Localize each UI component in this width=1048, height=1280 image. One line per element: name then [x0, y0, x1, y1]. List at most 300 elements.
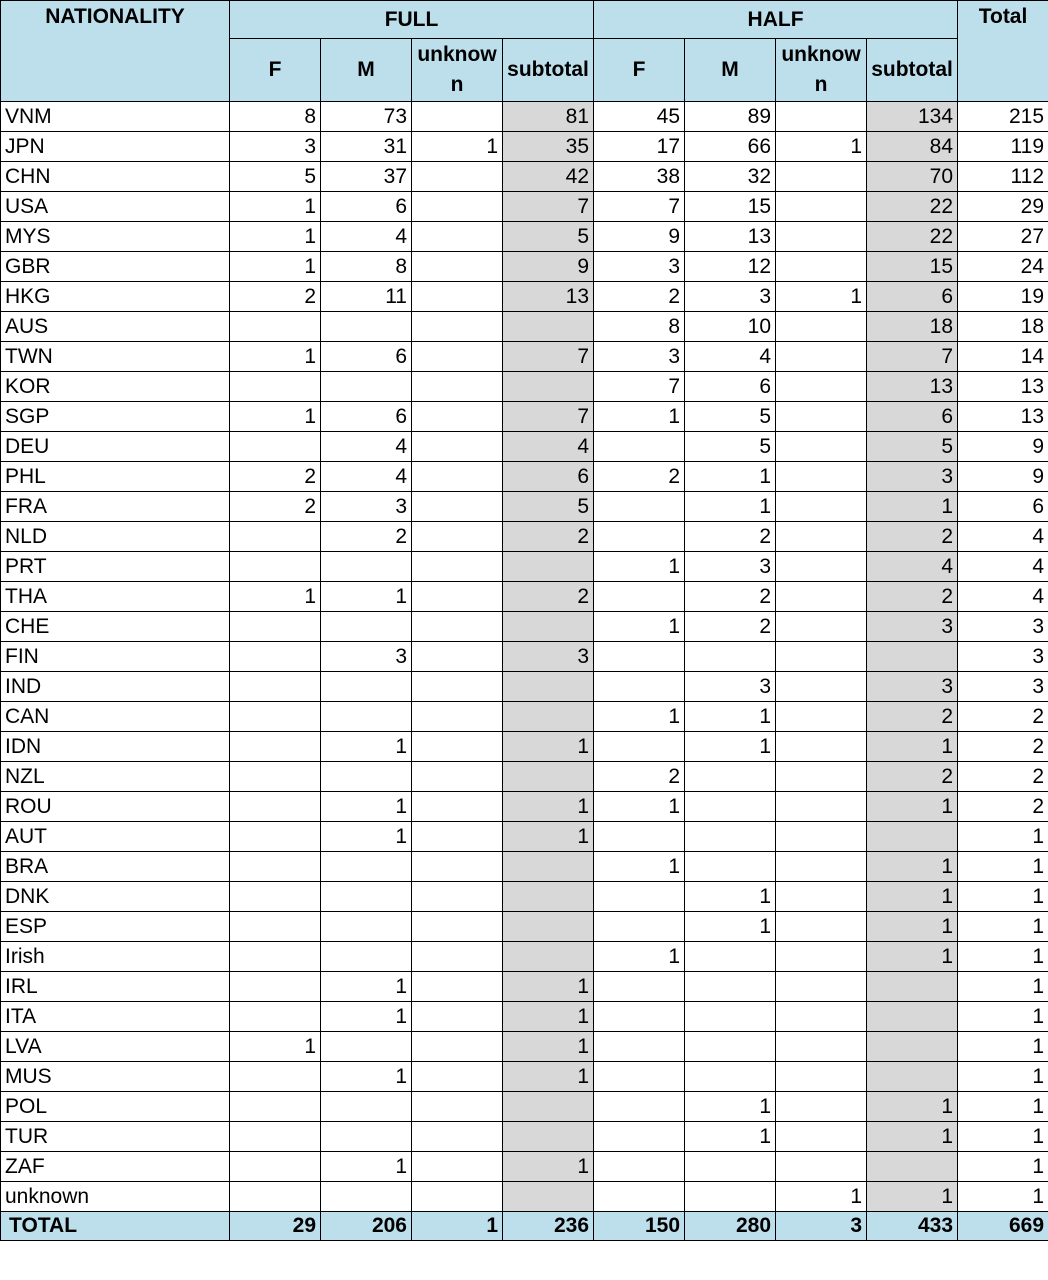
cell-full-subtotal — [503, 552, 594, 582]
cell-half-f: 1 — [594, 702, 685, 732]
cell-half-subtotal: 1 — [867, 732, 958, 762]
table-row — [1, 102, 1048, 132]
total-full-subtotal: 236 — [503, 1212, 594, 1241]
cell-half-subtotal: 2 — [867, 582, 958, 612]
cell-half-f — [594, 732, 685, 762]
cell-half-unknown — [776, 762, 867, 792]
cell-full-unknown — [412, 612, 503, 642]
cell-full-unknown — [412, 642, 503, 672]
table-row — [1, 972, 1048, 1002]
cell-full-f — [230, 972, 321, 1002]
cell-half-f — [594, 972, 685, 1002]
cell-total: 112 — [958, 162, 1048, 192]
cell-half-f: 1 — [594, 942, 685, 972]
cell-total: 18 — [958, 312, 1048, 342]
cell-full-unknown — [412, 342, 503, 372]
cell-nationality: DEU — [1, 432, 230, 462]
header-full-f: F — [230, 39, 321, 102]
cell-half-m: 3 — [685, 672, 776, 702]
cell-half-f — [594, 1002, 685, 1032]
table-row — [1, 282, 1048, 312]
cell-full-m — [321, 672, 412, 702]
cell-full-subtotal: 7 — [503, 192, 594, 222]
cell-half-m: 1 — [685, 1092, 776, 1122]
cell-full-unknown — [412, 432, 503, 462]
cell-full-m: 4 — [321, 222, 412, 252]
cell-half-f — [594, 582, 685, 612]
cell-nationality: ROU — [1, 792, 230, 822]
table-row — [1, 372, 1048, 402]
cell-half-f — [594, 672, 685, 702]
cell-nationality: IRL — [1, 972, 230, 1002]
cell-total: 119 — [958, 132, 1048, 162]
cell-half-m: 1 — [685, 702, 776, 732]
cell-full-unknown — [412, 942, 503, 972]
cell-half-m: 2 — [685, 522, 776, 552]
cell-half-unknown — [776, 192, 867, 222]
total-row — [1, 1212, 1048, 1241]
cell-half-unknown — [776, 462, 867, 492]
cell-full-subtotal — [503, 852, 594, 882]
cell-half-m — [685, 792, 776, 822]
table-row — [1, 1182, 1048, 1212]
cell-half-m: 13 — [685, 222, 776, 252]
table-row — [1, 912, 1048, 942]
header-full: FULL — [230, 1, 594, 39]
cell-full-f — [230, 732, 321, 762]
cell-full-subtotal — [503, 702, 594, 732]
cell-nationality: CAN — [1, 702, 230, 732]
cell-half-f — [594, 1062, 685, 1092]
cell-full-unknown — [412, 162, 503, 192]
cell-full-subtotal: 1 — [503, 792, 594, 822]
cell-half-unknown — [776, 312, 867, 342]
cell-half-unknown — [776, 792, 867, 822]
cell-full-subtotal: 42 — [503, 162, 594, 192]
cell-full-m: 8 — [321, 252, 412, 282]
cell-half-unknown — [776, 582, 867, 612]
cell-nationality: PHL — [1, 462, 230, 492]
cell-half-m: 2 — [685, 612, 776, 642]
cell-nationality: DNK — [1, 882, 230, 912]
cell-nationality: MUS — [1, 1062, 230, 1092]
cell-half-subtotal — [867, 822, 958, 852]
cell-full-subtotal: 7 — [503, 342, 594, 372]
header-half-m: M — [685, 39, 776, 102]
cell-full-f: 1 — [230, 222, 321, 252]
cell-total: 215 — [958, 102, 1048, 132]
total-label: TOTAL — [1, 1212, 230, 1241]
cell-half-f — [594, 912, 685, 942]
cell-full-subtotal: 7 — [503, 402, 594, 432]
cell-half-unknown — [776, 612, 867, 642]
cell-half-unknown: 1 — [776, 132, 867, 162]
cell-full-unknown — [412, 702, 503, 732]
table-row — [1, 522, 1048, 552]
table-row — [1, 552, 1048, 582]
cell-half-unknown — [776, 1002, 867, 1032]
total-full-m: 206 — [321, 1212, 412, 1241]
cell-full-m — [321, 312, 412, 342]
cell-nationality: POL — [1, 1092, 230, 1122]
cell-full-unknown — [412, 762, 503, 792]
cell-total: 2 — [958, 792, 1048, 822]
cell-half-subtotal: 1 — [867, 1182, 958, 1212]
cell-half-f: 38 — [594, 162, 685, 192]
cell-nationality: AUS — [1, 312, 230, 342]
cell-nationality: CHE — [1, 612, 230, 642]
total-half-unknown: 3 — [776, 1212, 867, 1241]
cell-total: 1 — [958, 1122, 1048, 1152]
cell-half-f: 2 — [594, 762, 685, 792]
cell-half-m: 1 — [685, 912, 776, 942]
cell-full-unknown — [412, 822, 503, 852]
cell-nationality: BRA — [1, 852, 230, 882]
cell-half-subtotal: 134 — [867, 102, 958, 132]
cell-half-subtotal: 7 — [867, 342, 958, 372]
cell-half-subtotal: 6 — [867, 282, 958, 312]
table-row — [1, 252, 1048, 282]
cell-full-m: 6 — [321, 342, 412, 372]
cell-half-unknown — [776, 942, 867, 972]
cell-full-f: 1 — [230, 402, 321, 432]
cell-half-f: 1 — [594, 402, 685, 432]
cell-half-unknown — [776, 1032, 867, 1062]
cell-nationality: IND — [1, 672, 230, 702]
cell-full-unknown — [412, 582, 503, 612]
cell-half-unknown — [776, 552, 867, 582]
total-half-f: 150 — [594, 1212, 685, 1241]
cell-full-subtotal: 81 — [503, 102, 594, 132]
cell-total: 29 — [958, 192, 1048, 222]
table-row — [1, 942, 1048, 972]
table-row — [1, 462, 1048, 492]
cell-nationality: IDN — [1, 732, 230, 762]
cell-nationality: JPN — [1, 132, 230, 162]
cell-half-subtotal: 1 — [867, 492, 958, 522]
cell-full-subtotal — [503, 762, 594, 792]
cell-full-m — [321, 762, 412, 792]
cell-full-unknown — [412, 1092, 503, 1122]
cell-total: 2 — [958, 762, 1048, 792]
cell-half-unknown — [776, 162, 867, 192]
cell-half-m: 1 — [685, 1122, 776, 1152]
cell-half-m: 5 — [685, 432, 776, 462]
cell-nationality: LVA — [1, 1032, 230, 1062]
cell-full-subtotal — [503, 912, 594, 942]
cell-full-m — [321, 942, 412, 972]
cell-total: 1 — [958, 972, 1048, 1002]
table-row — [1, 792, 1048, 822]
cell-half-subtotal: 2 — [867, 702, 958, 732]
cell-half-subtotal: 1 — [867, 942, 958, 972]
cell-full-subtotal: 13 — [503, 282, 594, 312]
cell-full-m: 1 — [321, 792, 412, 822]
cell-half-m: 15 — [685, 192, 776, 222]
total-grand: 669 — [958, 1212, 1048, 1241]
table-row — [1, 1122, 1048, 1152]
cell-half-unknown — [776, 402, 867, 432]
cell-half-unknown — [776, 1152, 867, 1182]
cell-total: 13 — [958, 402, 1048, 432]
cell-full-f — [230, 1182, 321, 1212]
cell-total: 4 — [958, 522, 1048, 552]
cell-nationality: KOR — [1, 372, 230, 402]
table-row — [1, 822, 1048, 852]
table-row — [1, 222, 1048, 252]
cell-half-f — [594, 1182, 685, 1212]
table-row — [1, 1062, 1048, 1092]
cell-half-m — [685, 642, 776, 672]
cell-full-f — [230, 1002, 321, 1032]
cell-half-unknown — [776, 342, 867, 372]
cell-half-unknown — [776, 732, 867, 762]
cell-half-f — [594, 1122, 685, 1152]
cell-half-subtotal: 5 — [867, 432, 958, 462]
table-row — [1, 1002, 1048, 1032]
cell-full-unknown — [412, 282, 503, 312]
table-row — [1, 702, 1048, 732]
cell-full-m: 3 — [321, 642, 412, 672]
cell-full-f — [230, 1122, 321, 1152]
cell-full-unknown — [412, 192, 503, 222]
cell-half-m: 2 — [685, 582, 776, 612]
table-row — [1, 672, 1048, 702]
header-half-f: F — [594, 39, 685, 102]
cell-half-f: 1 — [594, 612, 685, 642]
cell-full-m: 1 — [321, 582, 412, 612]
cell-full-m — [321, 1092, 412, 1122]
cell-half-unknown — [776, 522, 867, 552]
cell-full-m: 1 — [321, 822, 412, 852]
cell-full-subtotal: 3 — [503, 642, 594, 672]
cell-full-subtotal: 5 — [503, 222, 594, 252]
cell-full-subtotal — [503, 942, 594, 972]
cell-full-f: 2 — [230, 282, 321, 312]
cell-full-unknown — [412, 792, 503, 822]
cell-total: 4 — [958, 552, 1048, 582]
cell-half-unknown — [776, 1092, 867, 1122]
cell-half-f: 2 — [594, 462, 685, 492]
cell-half-f: 2 — [594, 282, 685, 312]
cell-full-m — [321, 552, 412, 582]
cell-full-subtotal — [503, 612, 594, 642]
header-full-unknown: unknown — [412, 39, 503, 102]
cell-full-unknown — [412, 372, 503, 402]
table-row — [1, 492, 1048, 522]
cell-total: 2 — [958, 732, 1048, 762]
cell-half-f: 3 — [594, 252, 685, 282]
cell-total: 13 — [958, 372, 1048, 402]
cell-full-f: 1 — [230, 1032, 321, 1062]
cell-nationality: FRA — [1, 492, 230, 522]
cell-half-f: 7 — [594, 372, 685, 402]
cell-half-m — [685, 852, 776, 882]
cell-full-m: 1 — [321, 972, 412, 1002]
cell-half-f: 1 — [594, 852, 685, 882]
cell-total: 1 — [958, 882, 1048, 912]
header-half-subtotal: subtotal — [867, 39, 958, 102]
cell-total: 9 — [958, 432, 1048, 462]
cell-full-m — [321, 912, 412, 942]
cell-full-unknown — [412, 222, 503, 252]
cell-full-subtotal — [503, 1182, 594, 1212]
table-row — [1, 1152, 1048, 1182]
cell-nationality: HKG — [1, 282, 230, 312]
header-full-m: M — [321, 39, 412, 102]
cell-nationality: TUR — [1, 1122, 230, 1152]
cell-full-unknown — [412, 312, 503, 342]
cell-nationality: ITA — [1, 1002, 230, 1032]
cell-full-m — [321, 882, 412, 912]
cell-full-subtotal: 1 — [503, 732, 594, 762]
cell-half-subtotal — [867, 972, 958, 1002]
cell-full-subtotal: 9 — [503, 252, 594, 282]
cell-half-unknown — [776, 852, 867, 882]
cell-half-unknown — [776, 912, 867, 942]
cell-half-subtotal: 22 — [867, 192, 958, 222]
cell-half-m: 5 — [685, 402, 776, 432]
cell-nationality: MYS — [1, 222, 230, 252]
cell-full-m — [321, 852, 412, 882]
cell-half-m: 4 — [685, 342, 776, 372]
cell-full-unknown — [412, 552, 503, 582]
cell-half-unknown — [776, 882, 867, 912]
table-row — [1, 732, 1048, 762]
cell-full-m: 4 — [321, 462, 412, 492]
cell-full-unknown — [412, 972, 503, 1002]
cell-nationality: ZAF — [1, 1152, 230, 1182]
header-total: Total — [958, 1, 1048, 102]
cell-full-m: 31 — [321, 132, 412, 162]
cell-half-f — [594, 492, 685, 522]
cell-half-m — [685, 1182, 776, 1212]
cell-total: 1 — [958, 912, 1048, 942]
cell-nationality: Irish — [1, 942, 230, 972]
cell-half-f: 8 — [594, 312, 685, 342]
table-row — [1, 192, 1048, 222]
cell-half-unknown — [776, 492, 867, 522]
cell-full-f: 1 — [230, 582, 321, 612]
cell-half-subtotal: 1 — [867, 912, 958, 942]
cell-full-f — [230, 642, 321, 672]
cell-half-subtotal: 2 — [867, 522, 958, 552]
cell-full-subtotal — [503, 1122, 594, 1152]
cell-half-m — [685, 1002, 776, 1032]
cell-full-f: 5 — [230, 162, 321, 192]
cell-half-f — [594, 522, 685, 552]
cell-full-f — [230, 822, 321, 852]
cell-half-m — [685, 1152, 776, 1182]
cell-total: 1 — [958, 822, 1048, 852]
cell-nationality: THA — [1, 582, 230, 612]
cell-nationality: SGP — [1, 402, 230, 432]
cell-half-subtotal: 1 — [867, 792, 958, 822]
cell-full-subtotal: 2 — [503, 522, 594, 552]
cell-total: 1 — [958, 1002, 1048, 1032]
cell-half-unknown: 1 — [776, 282, 867, 312]
table-row — [1, 132, 1048, 162]
cell-full-f — [230, 702, 321, 732]
cell-full-m — [321, 702, 412, 732]
cell-full-f — [230, 852, 321, 882]
cell-full-unknown — [412, 1032, 503, 1062]
cell-total: 6 — [958, 492, 1048, 522]
total-full-unknown: 1 — [412, 1212, 503, 1241]
cell-half-f: 17 — [594, 132, 685, 162]
table-row — [1, 582, 1048, 612]
cell-full-m — [321, 1182, 412, 1212]
cell-full-f — [230, 942, 321, 972]
cell-half-unknown — [776, 672, 867, 702]
table-row — [1, 402, 1048, 432]
cell-full-subtotal: 5 — [503, 492, 594, 522]
cell-full-m: 3 — [321, 492, 412, 522]
cell-full-unknown — [412, 522, 503, 552]
cell-full-f — [230, 792, 321, 822]
table-row — [1, 1032, 1048, 1062]
table-row — [1, 642, 1048, 672]
cell-full-m: 6 — [321, 192, 412, 222]
cell-full-m — [321, 612, 412, 642]
cell-full-subtotal: 4 — [503, 432, 594, 462]
cell-full-f — [230, 882, 321, 912]
cell-full-f: 3 — [230, 132, 321, 162]
cell-full-m: 1 — [321, 1152, 412, 1182]
table-row — [1, 162, 1048, 192]
cell-full-unknown — [412, 102, 503, 132]
cell-full-unknown — [412, 1152, 503, 1182]
cell-full-f — [230, 372, 321, 402]
cell-half-m: 1 — [685, 492, 776, 522]
cell-half-m — [685, 1032, 776, 1062]
cell-total: 1 — [958, 1092, 1048, 1122]
cell-half-unknown — [776, 222, 867, 252]
table-row — [1, 1092, 1048, 1122]
cell-full-unknown — [412, 672, 503, 702]
cell-full-unknown — [412, 462, 503, 492]
cell-full-f — [230, 1092, 321, 1122]
cell-nationality: PRT — [1, 552, 230, 582]
cell-full-f: 2 — [230, 462, 321, 492]
cell-total: 1 — [958, 1062, 1048, 1092]
cell-full-m: 6 — [321, 402, 412, 432]
total-half-subtotal: 433 — [867, 1212, 958, 1241]
cell-nationality: NLD — [1, 522, 230, 552]
cell-total: 24 — [958, 252, 1048, 282]
cell-half-subtotal: 3 — [867, 672, 958, 702]
cell-half-m: 6 — [685, 372, 776, 402]
cell-half-subtotal: 1 — [867, 1122, 958, 1152]
cell-full-unknown — [412, 252, 503, 282]
cell-full-subtotal — [503, 1092, 594, 1122]
cell-half-subtotal: 84 — [867, 132, 958, 162]
cell-full-f — [230, 552, 321, 582]
cell-full-f — [230, 612, 321, 642]
cell-full-f: 1 — [230, 252, 321, 282]
cell-full-m: 4 — [321, 432, 412, 462]
cell-half-subtotal: 1 — [867, 852, 958, 882]
cell-nationality: NZL — [1, 762, 230, 792]
cell-full-subtotal: 35 — [503, 132, 594, 162]
cell-nationality: VNM — [1, 102, 230, 132]
cell-half-f — [594, 882, 685, 912]
cell-half-f: 1 — [594, 552, 685, 582]
cell-half-m: 10 — [685, 312, 776, 342]
cell-half-f: 7 — [594, 192, 685, 222]
cell-total: 4 — [958, 582, 1048, 612]
cell-full-unknown — [412, 912, 503, 942]
